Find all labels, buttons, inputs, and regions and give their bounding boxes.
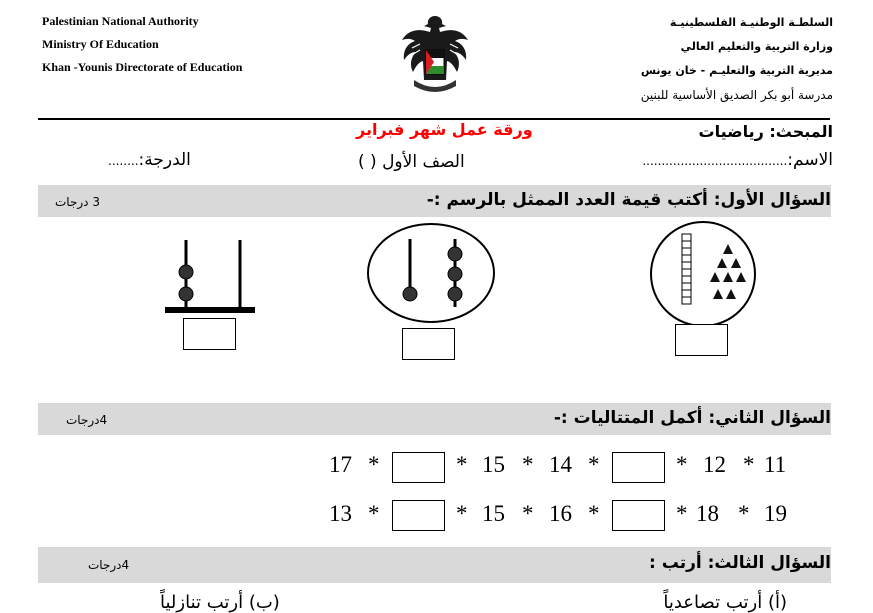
seq1-item: 14 [549, 452, 572, 477]
q1-title: السؤال الأول: أكتب قيمة العدد الممثل بالرسم :- [426, 190, 831, 210]
seq2-item: 16 [549, 501, 572, 526]
tens-rod-unit [682, 283, 691, 290]
seq2-blank-2[interactable] [612, 500, 665, 531]
header-ar-school: مدرسة أبو بكر الصديق الأساسية للبنين [640, 88, 833, 102]
palestinian-eagle-emblem [400, 14, 470, 96]
tens-rod-unit [682, 255, 691, 262]
answer-box-3[interactable] [675, 324, 728, 356]
seq1-separator: * [522, 452, 534, 477]
seq1-separator: * [743, 452, 755, 477]
tens-rod-unit [682, 234, 691, 241]
q3-marks: 4درجات [88, 558, 130, 572]
q3-part-a: (أ) أرتب تصاعدياً [663, 592, 787, 613]
tens-rod-unit [682, 269, 691, 276]
tens-rod-unit [682, 262, 691, 269]
seq1-separator: * [368, 452, 380, 477]
q1-marks: 3 درجات [55, 195, 100, 209]
seq2-separator: * [368, 501, 380, 526]
seq2-blank-1[interactable] [392, 500, 445, 531]
class-label: الصف الأول ( ) [358, 152, 465, 172]
seq1-blank-1[interactable] [392, 452, 445, 483]
seq1-item: 17 [329, 452, 352, 477]
header-ar-line2: وزارة التربية والتعليم العالي [680, 40, 833, 53]
abacus-figure-1 [160, 236, 260, 318]
seq1-separator: * [588, 452, 600, 477]
seq2-separator: * [588, 501, 600, 526]
grade-dots: ........ [108, 154, 139, 168]
seq1-item: 11 [764, 452, 787, 477]
seq2-item: 18 [696, 501, 719, 526]
seq1-separator: * [676, 452, 688, 477]
seq2-item: 15 [482, 501, 505, 526]
header-ar-line3: مديرية التربية والتعليـم - خان يونس [640, 64, 833, 77]
q2-title: السؤال الثاني: أكمل المتتاليات :- [553, 408, 831, 428]
header-en-line1: Palestinian National Authority [42, 14, 199, 28]
seq1-item: 15 [482, 452, 505, 477]
q2-marks: 4درجات [66, 413, 108, 427]
tens-rod-unit [682, 297, 691, 304]
q3-title: السؤال الثالث: أرتب : [648, 553, 831, 573]
name-label: الاسم: [787, 150, 833, 170]
grade-field [108, 150, 191, 170]
tens-rod-unit [682, 276, 691, 283]
tens-ones-figure [649, 220, 757, 328]
seq2-item: 19 [764, 501, 787, 526]
tens-rod-unit [682, 248, 691, 255]
seq2-separator: * [676, 501, 688, 526]
seq1-blank-2[interactable] [612, 452, 665, 483]
header-en-line2: Ministry Of Education [42, 37, 159, 51]
seq2-separator: * [522, 501, 534, 526]
grade-label: الدرجة: [138, 150, 191, 170]
header-en-line3: Khan -Younis Directorate of Education [42, 60, 243, 74]
answer-box-1[interactable] [183, 318, 236, 350]
name-field [642, 150, 833, 170]
tens-rod-unit [682, 241, 691, 248]
seq2-separator: * [738, 501, 750, 526]
worksheet-title: ورقة عمل شهر فبراير [356, 120, 533, 139]
seq1-separator: * [456, 452, 468, 477]
abacus-figure-2 [365, 221, 497, 325]
subject-label: المبحث: رياضيات [698, 122, 833, 141]
seq2-item: 13 [329, 501, 352, 526]
seq1-item: 12 [703, 452, 726, 477]
answer-box-2[interactable] [402, 328, 455, 360]
tens-rod-unit [682, 290, 691, 297]
name-dots: ...................................... [642, 154, 788, 168]
seq2-separator: * [456, 501, 468, 526]
q3-part-b: (ب) أرتب تنازلياً [160, 592, 280, 613]
header-ar-line1: السلطـة الوطنيـة الفلسطينيـة [669, 16, 833, 29]
